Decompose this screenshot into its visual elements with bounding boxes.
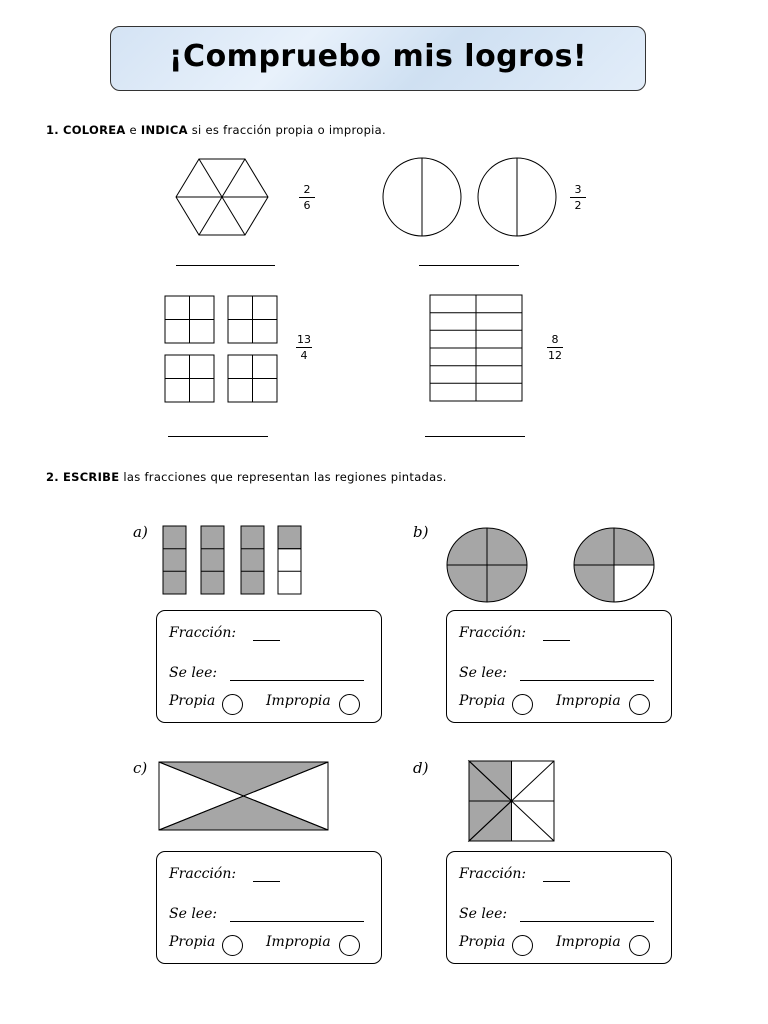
fraction-1-denominator: 6 [303,199,311,212]
proper-option-circle[interactable] [512,694,533,715]
improper-label: Impropia [266,693,331,709]
fraction-answer-line[interactable] [543,881,570,882]
proper-label: Propia [169,693,216,709]
fraction-answer-line[interactable] [253,640,280,641]
fraction-3-denominator: 4 [300,349,308,362]
fraction-3-numerator: 13 [297,333,311,346]
instruction-1-verb-indica: INDICA [140,123,188,137]
fraction-label: Fracción: [169,866,237,882]
fraction-answer-line[interactable] [543,640,570,641]
proper-label: Propia [169,934,216,950]
improper-option-circle[interactable] [339,694,360,715]
reads-label: Se lee: [459,906,508,922]
fraction-4-numerator: 8 [551,333,559,346]
item-label-a: a) [133,523,148,541]
fraction-1-numerator: 2 [303,183,311,196]
answer-card-d [446,851,672,964]
page-title: ¡Compruebo mis logros! [168,39,588,74]
reads-answer-line[interactable] [520,921,654,922]
fraction-2-numerator: 3 [574,183,582,196]
reads-answer-line[interactable] [520,680,654,681]
improper-option-circle[interactable] [629,694,650,715]
answer-card-a [156,610,382,723]
improper-label: Impropia [556,934,621,950]
instruction-2-number: 2. [46,470,59,484]
reads-answer-line[interactable] [230,680,364,681]
fraction-2-denominator: 2 [574,199,582,212]
improper-label: Impropia [556,693,621,709]
item-label-d: d) [413,759,429,777]
instruction-1-conj: e [129,123,137,137]
reads-label: Se lee: [169,665,218,681]
improper-option-circle[interactable] [629,935,650,956]
proper-label: Propia [459,693,506,709]
item-label-b: b) [413,523,429,541]
fraction-answer-line[interactable] [253,881,280,882]
improper-label: Impropia [266,934,331,950]
answer-card-c [156,851,382,964]
instruction-1-verb-colorea: COLOREA [62,123,126,137]
fraction-label: Fracción: [169,625,237,641]
item-label-c: c) [133,759,148,777]
proper-label: Propia [459,934,506,950]
proper-option-circle[interactable] [222,935,243,956]
instruction-2-text: las fracciones que representan las regiones pintadas. [123,470,447,484]
reads-label: Se lee: [459,665,508,681]
improper-option-circle[interactable] [339,935,360,956]
proper-option-circle[interactable] [512,935,533,956]
answer-card-b [446,610,672,723]
proper-option-circle[interactable] [222,694,243,715]
fraction-4-denominator: 12 [548,349,562,362]
fraction-label: Fracción: [459,625,527,641]
instruction-2-verb-escribe: ESCRIBE [62,470,120,484]
fraction-label: Fracción: [459,866,527,882]
instruction-1-text: si es fracción propia o impropia. [191,123,386,137]
reads-answer-line[interactable] [230,921,364,922]
instruction-1-number: 1. [46,123,59,137]
reads-label: Se lee: [169,906,218,922]
